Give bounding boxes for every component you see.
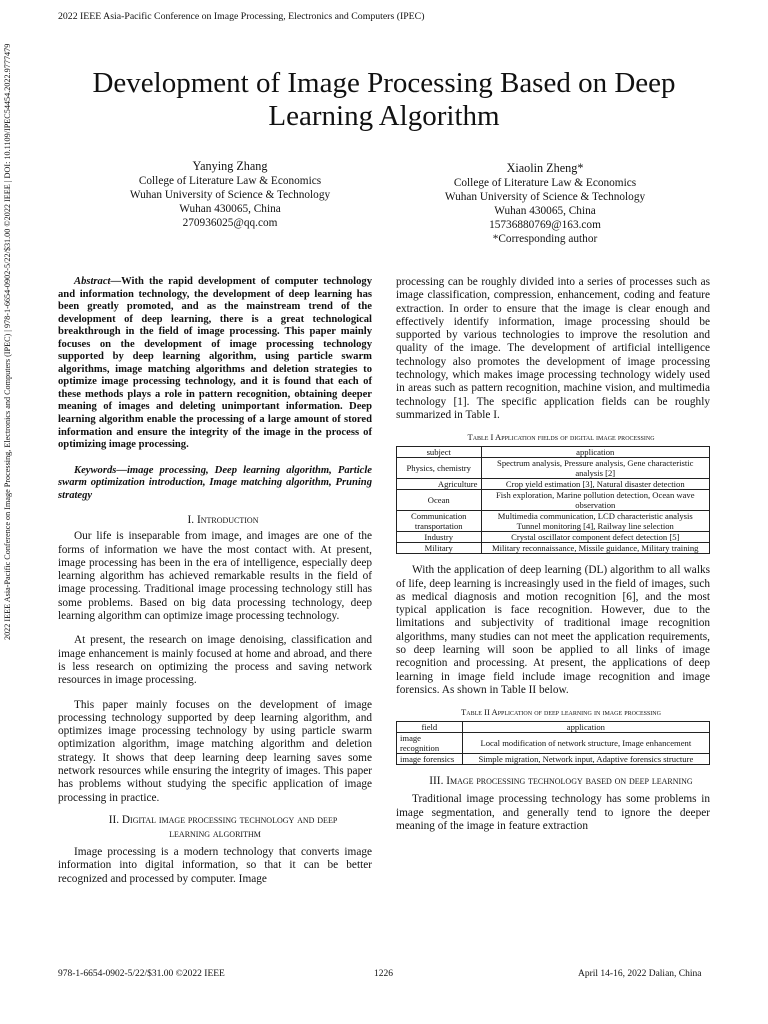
section-heading-digital-image-processing [58, 813, 372, 841]
author-block-2 [395, 160, 695, 246]
author-address: Wuhan 430065, China [179, 203, 281, 215]
keywords-text: —image processing, Deep learning algorithm, Particle swarm optimization introduction, Image matching algorithm, Pruning strategy [58, 464, 372, 501]
table-cell: Industry [397, 532, 482, 543]
table-header-row [397, 447, 710, 458]
table2 [396, 721, 710, 765]
sidebar-citation-text: 2022 IEEE Asia-Pacific Conference on Image Processing, Electronics and Computers (IPEC) | 978-1-6654-0902-5/22/$31.00 ©2022 IEEE | DOI: 10.1109/IPEC54454.2022.9777479 [3, 43, 12, 640]
table-cell: Spectrum analysis, Pressure analysis, Gene characteristic analysis [2] [481, 458, 710, 479]
table-cell: image recognition [397, 733, 463, 754]
table-cell: Ocean [397, 490, 482, 511]
author-name: Yanying Zhang [192, 159, 268, 173]
table-row [397, 511, 710, 532]
table-row [397, 754, 710, 765]
paragraph: With the application of deep learning (DL) algorithm to all walks of life, deep learning is increasingly used in the field of images, such as medical diagnosis and motion recognition [6], and the most typical application is face recognition. However, due to the limitations and subjectivity of traditional image recognition algorithms, many studies can not meet the application requirements, so deep learning will soon be applied to all links of image recognition and processing. At present, the applications of deep learning in image field include image recognition and image forensics. As shown in Table II below. [396, 564, 710, 696]
table-cell: Local modification of network structure, Image enhancement [462, 733, 709, 754]
section-number: I. [187, 514, 197, 527]
table2-caption: Table II Application of deep learning in image processing [461, 707, 661, 718]
paper-title: Development of Image Processing Based on Deep Learning Algorithm [92, 67, 676, 132]
abstract-text: —With the rapid development of computer technology and information technology, the development of deep learning has been greatly promoted, and as the mainstream trend of the development of deep learning, there is a great technological breakthrough in the field of image processing. This paper mainly focuses on the development of image processing technology supported by deep learning algorithm, using particle swarm algorithms, image matching algorithms and deletion strategies to optimize image processing technology, and it is found that each of these methods plays a role in pattern recognition, obtaining deeper meaning of images and deleting unimportant information. Deep learning algorithm enable the processing of a large amount of stored information and ensure the integrity of the image in the process of optimizing image processing. [58, 276, 372, 451]
table-cell: Military [397, 543, 482, 554]
abstract [58, 276, 372, 452]
table-header-cell: application [462, 722, 709, 733]
table-row [397, 532, 710, 543]
section-heading-deep-learning-image-processing [396, 774, 710, 788]
table-row [397, 490, 710, 511]
author-email: 15736880769@163.com [489, 219, 601, 231]
table-cell: image forensics [397, 754, 463, 765]
table-cell: Simple migration, Network input, Adaptive forensics structure [462, 754, 709, 765]
table-row [397, 479, 710, 490]
table-header-row [397, 722, 710, 733]
paragraph: Image processing is a modern technology that converts image information into digital information, so that it can be better recognized and processed by computer. Image [58, 845, 372, 885]
section-number: III. [429, 775, 447, 788]
paragraph: Our life is inseparable from image, and images are one of the forms of information we have the most contact with. At present, image processing has been in the era of intelligence, especially deep learning algorithm has achieved remarkable results in the field of image processing. Traditional image processing technology still has some problems. Based on big data processing technology, deep learning algorithm can optimize image processing technology. [58, 530, 372, 623]
author-address: Wuhan 430065, China [494, 205, 596, 217]
author-university: Wuhan University of Science & Technology [129, 189, 331, 201]
author-affiliation: College of Literature Law & Economics [138, 175, 322, 187]
author-block-1 [80, 158, 380, 230]
paragraph: processing can be roughly divided into a series of processes such as image classification, compression, enhancement, coding and feature extraction. In order to ensure that the image is clear enough and effectively identify information, image processing should be supported by various technologies to improve the resolution and quality of the image. The development of artificial intelligence technology also promotes the development of image processing technology, which makes image processing technology widely used in areas such as pattern recognition, machine vision, and multimedia technology [1]. The specific application fields can be roughly summarized in Table I. [396, 276, 710, 421]
left-column [58, 276, 372, 886]
table1-caption: Table I Application fields of digital image processing [467, 432, 655, 443]
table-row [397, 543, 710, 554]
table-row [397, 458, 710, 479]
paragraph: At present, the research on image denoising, classification and image enhancement is mainly focused at home and abroad, and there is less research on optimizing the process and saving network resources in image processing. [58, 634, 372, 687]
table-row [397, 733, 710, 754]
page-number: 1226 [374, 969, 393, 979]
author-university: Wuhan University of Science & Technology [444, 191, 646, 203]
table-cell: Agriculture [397, 479, 482, 490]
section-title: Image processing technology based on deep learning [446, 775, 693, 788]
paragraph: This paper mainly focuses on the development of image processing technology supported by deep learning algorithm, and optimizes image processing technology by using particle swarm optimization algorithm, image matching algorithm and deletion strategy. It shows that deep learning deep learning saves some network resources while ensuring the integrity of images. This paper has problems without studying the specific application of image processing in practice. [58, 698, 372, 804]
table-cell: Communication transportation [397, 511, 482, 532]
conference-header: 2022 IEEE Asia-Pacific Conference on Image Processing, Electronics and Computers (IPEC) [58, 11, 425, 22]
right-column [396, 276, 710, 833]
table-cell: Fish exploration, Marine pollution detection, Ocean wave observation [481, 490, 710, 511]
section-number: II. [108, 813, 122, 826]
keywords-label: Keywords [74, 464, 117, 476]
table-cell: Military reconnaissance, Missile guidance, Military training [481, 543, 710, 554]
section-title: Digital image processing technology and deep learning algorithm [121, 813, 338, 840]
table-cell: Crystal oscillator component defect detection [5] [481, 532, 710, 543]
table-cell [481, 511, 710, 532]
table-header-cell: application [481, 447, 710, 458]
keywords [58, 465, 372, 503]
table1 [396, 446, 710, 554]
table-cell-line: Tunnel monitoring [4], Railway line selection [516, 521, 674, 532]
paragraph: Traditional image processing technology has some problems in image segmentation, and generally tend to ignore the deeper meaning of the image in feature extraction [396, 793, 710, 832]
footer-copyright: 978-1-6654-0902-5/22/$31.00 ©2022 IEEE [58, 969, 225, 979]
table-cell: Physics, chemistry [397, 458, 482, 479]
section-heading-introduction [58, 513, 372, 527]
author-email: 270936025@qq.com [182, 217, 278, 229]
section-title: Introduction [196, 514, 259, 527]
table-cell-line: Multimedia communication, LCD characteristic analysis [497, 511, 693, 522]
table-cell: Crop yield estimation [3], Natural disaster detection [481, 479, 710, 490]
corresponding-note: *Corresponding author [492, 233, 598, 245]
abstract-label: Abstract [74, 276, 111, 287]
footer-conference-date: April 14-16, 2022 Dalian, China [578, 969, 702, 979]
author-name: Xiaolin Zheng* [506, 161, 584, 175]
table-header-cell: field [397, 722, 463, 733]
author-affiliation: College of Literature Law & Economics [453, 177, 637, 189]
table-header-cell: subject [397, 447, 482, 458]
